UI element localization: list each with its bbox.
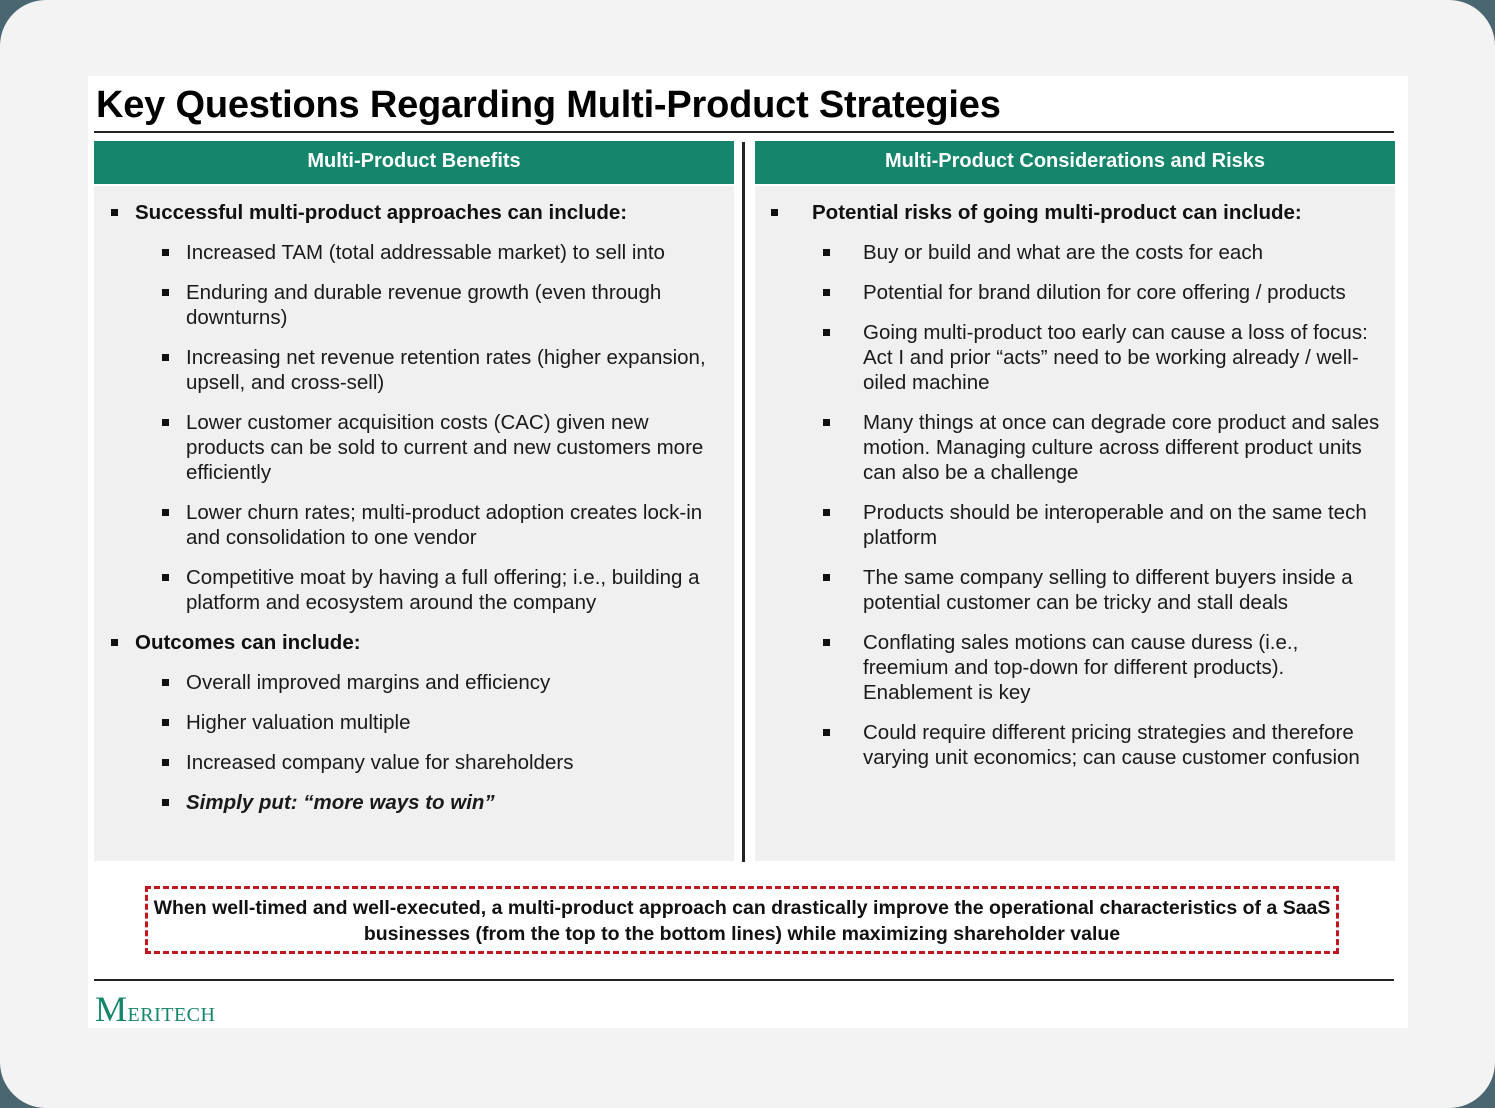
- section-heading: Outcomes can include:: [94, 630, 734, 655]
- square-bullet-icon: [162, 509, 169, 516]
- benefits-body: [94, 186, 734, 815]
- list-item: The same company selling to different buyers inside a potential customer can be tricky and stall deals: [755, 565, 1395, 615]
- list-item: Competitive moat by having a full offering; i.e., building a platform and ecosystem around the company: [94, 565, 734, 615]
- list-item: Increased TAM (total addressable market) to sell into: [94, 240, 734, 265]
- square-bullet-icon: [111, 639, 118, 646]
- slide-title: Key Questions Regarding Multi-Product Strategies: [96, 84, 1001, 126]
- risks-header: Multi-Product Considerations and Risks: [755, 141, 1395, 186]
- section-heading: Potential risks of going multi-product can include:: [755, 200, 1395, 225]
- square-bullet-icon: [823, 639, 830, 646]
- square-bullet-icon: [823, 329, 830, 336]
- risks-column: [755, 141, 1395, 861]
- list-item: Overall improved margins and efficiency: [94, 670, 734, 695]
- risks-body: [755, 186, 1395, 770]
- square-bullet-icon: [162, 419, 169, 426]
- square-bullet-icon: [162, 354, 169, 361]
- benefits-column: [94, 141, 734, 861]
- footer-divider: [94, 979, 1394, 981]
- square-bullet-icon: [111, 209, 118, 216]
- section-heading: Successful multi-product approaches can include:: [94, 200, 734, 225]
- summary-callout: When well-timed and well-executed, a multi-product approach can drastically improve the operational characteristics of a SaaS businesses (from the top to the bottom lines) while maximizing shareholder value: [145, 886, 1339, 954]
- list-item: Potential for brand dilution for core offering / products: [755, 280, 1395, 305]
- square-bullet-icon: [162, 759, 169, 766]
- title-divider: [94, 131, 1394, 133]
- column-divider: [742, 142, 745, 862]
- square-bullet-icon: [162, 799, 169, 806]
- list-item: Lower churn rates; multi-product adoption creates lock-in and consolidation to one vendor: [94, 500, 734, 550]
- meritech-logo: Meritech: [95, 989, 216, 1029]
- list-item: Enduring and durable revenue growth (even through downturns): [94, 280, 734, 330]
- square-bullet-icon: [162, 719, 169, 726]
- list-item: Lower customer acquisition costs (CAC) given new products can be sold to current and new customers more efficiently: [94, 410, 734, 485]
- list-item: Going multi-product too early can cause a loss of focus: Act I and prior “acts” need to be working already / well-oiled machine: [755, 320, 1395, 395]
- square-bullet-icon: [162, 289, 169, 296]
- square-bullet-icon: [771, 209, 778, 216]
- square-bullet-icon: [162, 574, 169, 581]
- square-bullet-icon: [823, 249, 830, 256]
- list-item: Conflating sales motions can cause duress (i.e., freemium and top-down for different products). Enablement is key: [755, 630, 1395, 705]
- square-bullet-icon: [823, 574, 830, 581]
- list-item: Could require different pricing strategies and therefore varying unit economics; can cause customer confusion: [755, 720, 1395, 770]
- list-item: Increased company value for shareholders: [94, 750, 734, 775]
- square-bullet-icon: [162, 249, 169, 256]
- list-item-emphasis: Simply put: “more ways to win”: [94, 790, 734, 815]
- benefits-header: Multi-Product Benefits: [94, 141, 734, 186]
- list-item: Many things at once can degrade core product and sales motion. Managing culture across different product units can also be a challenge: [755, 410, 1395, 485]
- list-item: Increasing net revenue retention rates (higher expansion, upsell, and cross-sell): [94, 345, 734, 395]
- list-item: Higher valuation multiple: [94, 710, 734, 735]
- slide: [88, 76, 1408, 1028]
- list-item: Buy or build and what are the costs for each: [755, 240, 1395, 265]
- square-bullet-icon: [823, 509, 830, 516]
- square-bullet-icon: [823, 729, 830, 736]
- square-bullet-icon: [162, 679, 169, 686]
- square-bullet-icon: [823, 289, 830, 296]
- square-bullet-icon: [823, 419, 830, 426]
- list-item: Products should be interoperable and on the same tech platform: [755, 500, 1395, 550]
